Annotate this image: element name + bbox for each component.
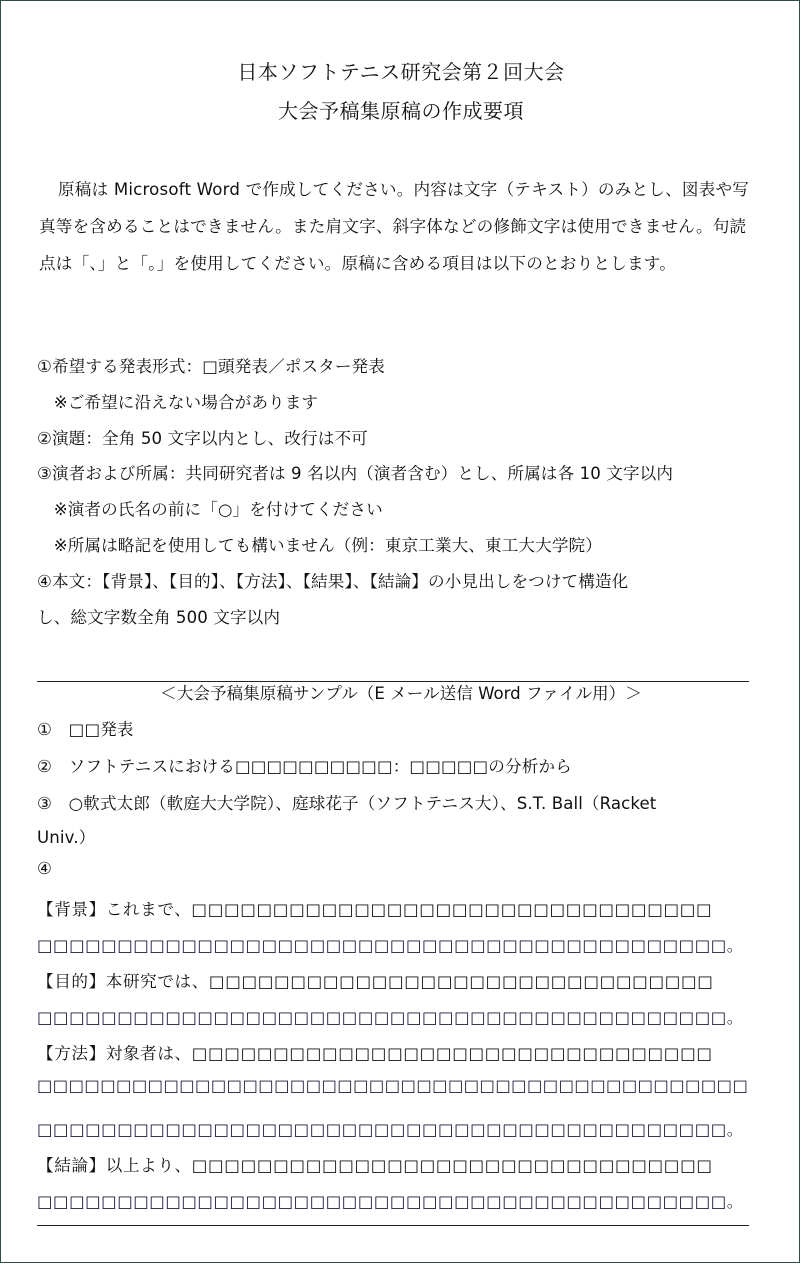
sample-heading: ＜大会予稿集原稿サンプル（E メール送信 Word ファイル用）＞: [160, 684, 642, 703]
sample-body-label: ④: [37, 859, 52, 878]
sample-method-cont2: □□□□□□□□□□□□□□□□□□□□□□□□□□□□□□□□□□□□□□□□□□□。: [37, 1120, 744, 1139]
sample-authors-cont: Univ.）: [37, 828, 96, 847]
sample-authors: ③ ○軟式太郎（軟庭大大学院）、庭球花子（ソフトテニス大）、S.T. Ball（Racket: [37, 794, 657, 813]
sample-conclusion-cont: □□□□□□□□□□□□□□□□□□□□□□□□□□□□□□□□□□□□□□□□□□□。: [37, 1192, 744, 1211]
requirement-authors: ③演者および所属：共同研究者は 9 名以内（演者含む）とし、所属は各 10 文字以内: [37, 464, 674, 483]
requirement-note-affiliation: ※所属は略記を使用しても構いません（例：東京工業大、東工大大学院）: [37, 536, 602, 555]
sample-bottom-rule: [37, 1225, 749, 1226]
requirement-note-format: ※ご希望に沿えない場合があります: [37, 393, 319, 412]
sample-title: ② ソフトテニスにおける□□□□□□□□□□：□□□□□の分析から: [37, 757, 572, 776]
requirement-presentation-format: ①希望する発表形式：□頭発表／ポスター発表: [37, 357, 385, 376]
document-title: 日本ソフトテニス研究会第２回大会: [237, 60, 565, 84]
document-subtitle: 大会予稿集原稿の作成要項: [278, 99, 524, 123]
intro-paragraph: 原稿は Microsoft Word で作成してください。内容は文字（テキスト）のみとし、図表や写真等を含めることはできません。また肩文字、斜字体などの修飾文字は使用できません。句読点は「、」と「。」を使用してください。原稿に含める項目は以下のとおりとします。: [39, 180, 750, 273]
requirement-body: ④本文：【背景】、【目的】、【方法】、【結果】、【結論】の小見出しをつけて構造化: [37, 572, 629, 591]
sample-method: 【方法】対象者は、□□□□□□□□□□□□□□□□□□□□□□□□□□□□□□□□: [37, 1044, 713, 1063]
sample-method-cont: □□□□□□□□□□□□□□□□□□□□□□□□□□□□□□□□□□□□□□□□□□□□□: [37, 1076, 749, 1095]
sample-background-cont: □□□□□□□□□□□□□□□□□□□□□□□□□□□□□□□□□□□□□□□□□□□。: [37, 936, 744, 955]
requirement-note-presenter: ※演者の氏名の前に「○」を付けてください: [37, 500, 383, 519]
sample-background: 【背景】これまで、□□□□□□□□□□□□□□□□□□□□□□□□□□□□□□□□: [37, 900, 713, 919]
requirement-title: ②演題：全角 50 文字以内とし、改行は不可: [37, 429, 368, 448]
sample-format: ① □□発表: [37, 720, 134, 739]
sample-purpose: 【目的】本研究では、□□□□□□□□□□□□□□□□□□□□□□□□□□□□□□□: [37, 972, 714, 991]
requirement-body-cont: し、総文字数全角 500 文字以内: [37, 608, 281, 627]
sample-purpose-cont: □□□□□□□□□□□□□□□□□□□□□□□□□□□□□□□□□□□□□□□□□□□。: [37, 1008, 744, 1027]
sample-conclusion: 【結論】以上より、□□□□□□□□□□□□□□□□□□□□□□□□□□□□□□□□: [37, 1156, 713, 1175]
